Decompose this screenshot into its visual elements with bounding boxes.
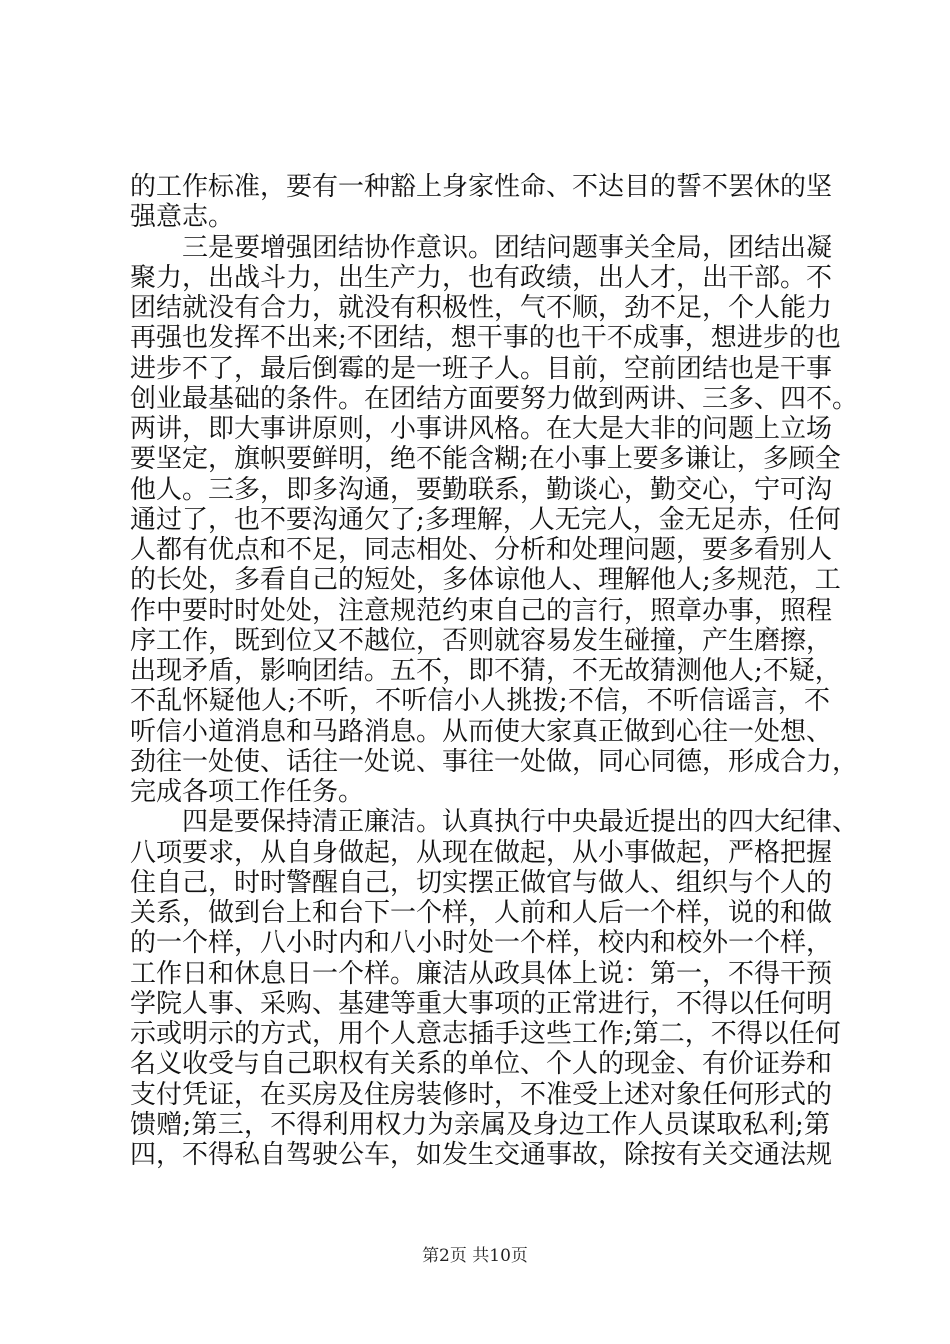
text-line: 示或明示的方式，用个人意志插手这些工作;第二，不得以任何 bbox=[130, 1019, 841, 1049]
text-line: 人都有优点和不足，同志相处、分析和处理问题，要多看别人 bbox=[130, 535, 833, 565]
text-line: 三是要增强团结协作意识。团结问题事关全局，团结出凝 bbox=[182, 232, 833, 263]
text-line: 四是要保持清正廉洁。认真执行中央最近提出的四大纪律、 bbox=[182, 807, 859, 838]
paragraph bbox=[130, 232, 859, 808]
text-line: 创业最基础的条件。在团结方面要努力做到两讲、三多、四不。 bbox=[130, 383, 859, 414]
text-line: 的长处，多看自己的短处，多体谅他人、理解他人;多规范，工 bbox=[130, 565, 841, 596]
text-line: 要坚定，旗帜要鲜明，绝不能含糊;在小事上要多谦让，多顾全 bbox=[130, 444, 841, 475]
paragraph bbox=[130, 172, 833, 233]
text-line: 的工作标准，要有一种豁上身家性命、不达目的誓不罢休的坚 bbox=[130, 172, 833, 202]
text-line: 作中要时时处处，注意规范约束自己的言行，照章办事，照程 bbox=[130, 595, 833, 626]
text-line: 四，不得私自驾驶公车，如发生交通事故，除按有关交通法规 bbox=[130, 1140, 833, 1170]
text-line: 名义收受与自己职权有关系的单位、个人的现金、有价证券和 bbox=[130, 1049, 833, 1080]
text-line: 进步不了，最后倒霉的是一班子人。目前，空前团结也是干事 bbox=[130, 353, 833, 384]
text-line: 关系，做到台上和台下一个样，人前和人后一个样，说的和做 bbox=[130, 898, 833, 928]
text-line: 支付凭证，在买房及住房装修时，不准受上述对象任何形式的 bbox=[130, 1079, 833, 1110]
text-line: 聚力，出战斗力，出生产力，也有政绩，出人才，出干部。不 bbox=[130, 262, 833, 293]
text-line: 劲往一处使、话往一处说、事往一处做，同心同德，形成合力， bbox=[130, 746, 859, 777]
text-line: 完成各项工作任务。 bbox=[130, 777, 365, 807]
text-line: 强意志。 bbox=[130, 202, 235, 233]
text-line: 出现矛盾，影响团结。五不，即不猜，不无故猜测他人;不疑， bbox=[130, 656, 841, 686]
page-footer: 第2页 共10页 bbox=[422, 1246, 528, 1266]
document-body bbox=[130, 172, 859, 1170]
text-line: 工作日和休息日一个样。廉洁从政具体上说：第一，不得干预 bbox=[130, 958, 833, 989]
text-line: 学院人事、采购、基建等重大事项的正常进行，不得以任何明 bbox=[130, 988, 833, 1019]
paragraph bbox=[130, 807, 859, 1170]
text-line: 听信小道消息和马路消息。从而使大家真正做到心往一处想、 bbox=[130, 716, 833, 747]
text-line: 两讲，即大事讲原则，小事讲风格。在大是大非的问题上立场 bbox=[130, 414, 833, 444]
text-line: 住自己，时时警醒自己，切实摆正做官与做人、组织与个人的 bbox=[130, 867, 833, 898]
text-line: 馈赠;第三，不得利用权力为亲属及身边工作人员谋取私利;第 bbox=[130, 1109, 830, 1140]
text-line: 不乱怀疑他人;不听，不听信小人挑拨;不信，不听信谣言，不 bbox=[130, 686, 830, 717]
text-line: 他人。三多，即多沟通，要勤联系，勤谈心，勤交心，宁可沟 bbox=[130, 474, 833, 505]
text-line: 序工作，既到位又不越位，否则就容易发生碰撞，产生磨擦， bbox=[130, 625, 833, 656]
text-line: 的一个样，八小时内和八小时处一个样，校内和校外一个样， bbox=[130, 928, 833, 959]
text-line: 再强也发挥不出来;不团结，想干事的也干不成事，想进步的也 bbox=[130, 323, 841, 354]
text-line: 团结就没有合力，就没有积极性，气不顺，劲不足，个人能力 bbox=[130, 293, 833, 323]
text-line: 八项要求，从自身做起，从现在做起，从小事做起，严格把握 bbox=[130, 837, 833, 868]
text-line: 通过了，也不要沟通欠了;多理解，人无完人，金无足赤，任何 bbox=[130, 504, 841, 535]
